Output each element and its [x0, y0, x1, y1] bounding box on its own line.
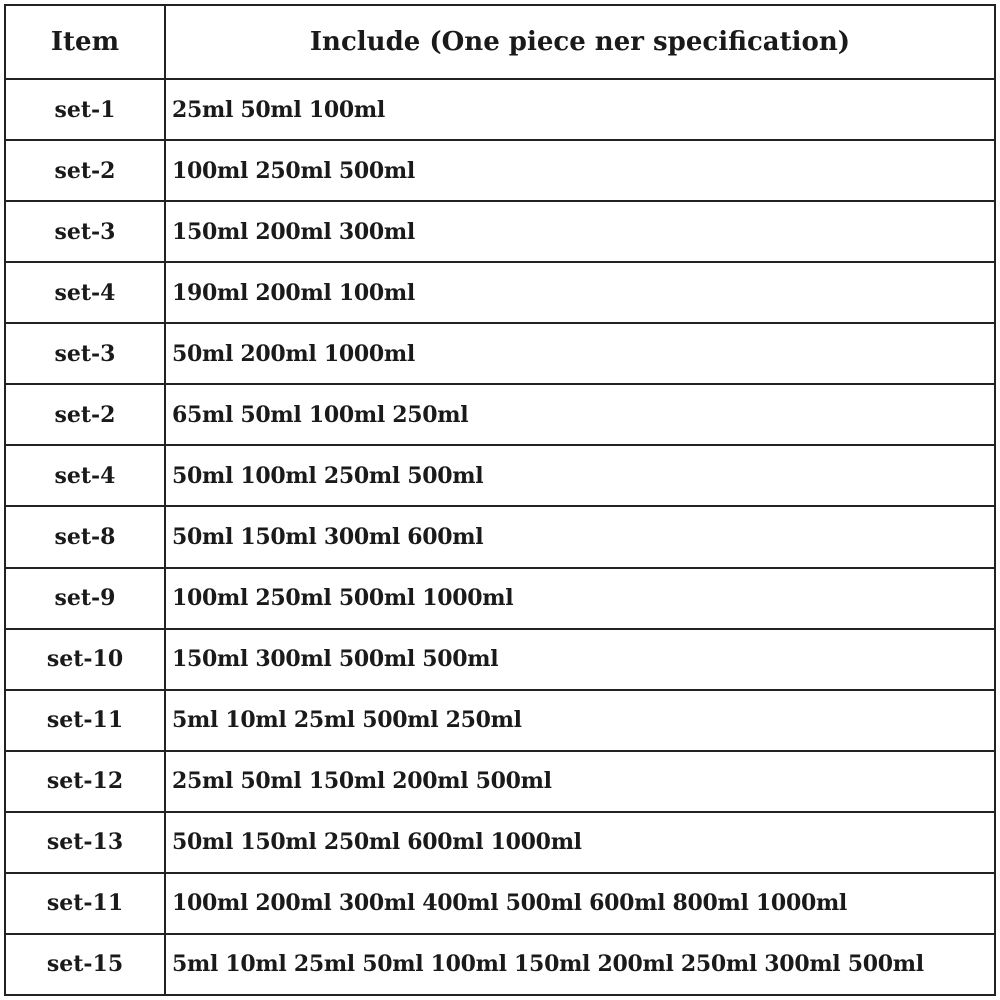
- item-cell: set-2: [5, 140, 165, 201]
- include-cell: 190ml 200ml 100ml: [165, 262, 995, 323]
- table-row: [5, 568, 995, 629]
- item-cell: set-11: [5, 873, 165, 934]
- include-cell: 50ml 200ml 1000ml: [165, 323, 995, 384]
- include-cell: 100ml 200ml 300ml 400ml 500ml 600ml 800ml 1000ml: [165, 873, 995, 934]
- table-row: [5, 262, 995, 323]
- table-row: [5, 873, 995, 934]
- table-row: [5, 384, 995, 445]
- item-cell: set-8: [5, 506, 165, 567]
- table-row: [5, 445, 995, 506]
- item-cell: set-2: [5, 384, 165, 445]
- header-include: Include (One piece ner specification): [165, 5, 995, 79]
- include-cell: 65ml 50ml 100ml 250ml: [165, 384, 995, 445]
- item-cell: set-13: [5, 812, 165, 873]
- item-cell: set-12: [5, 751, 165, 812]
- item-cell: set-15: [5, 934, 165, 995]
- include-cell: 25ml 50ml 100ml: [165, 79, 995, 140]
- item-cell: set-10: [5, 629, 165, 690]
- item-cell: set-11: [5, 690, 165, 751]
- include-cell: 100ml 250ml 500ml 1000ml: [165, 568, 995, 629]
- include-cell: 100ml 250ml 500ml: [165, 140, 995, 201]
- include-cell: 150ml 200ml 300ml: [165, 201, 995, 262]
- include-cell: 50ml 100ml 250ml 500ml: [165, 445, 995, 506]
- include-cell: 50ml 150ml 250ml 600ml 1000ml: [165, 812, 995, 873]
- table-row: [5, 140, 995, 201]
- include-cell: 150ml 300ml 500ml 500ml: [165, 629, 995, 690]
- item-cell: set-3: [5, 323, 165, 384]
- table-row: [5, 690, 995, 751]
- item-cell: set-4: [5, 262, 165, 323]
- table-row: [5, 323, 995, 384]
- table-row: [5, 751, 995, 812]
- item-cell: set-1: [5, 79, 165, 140]
- include-cell: 25ml 50ml 150ml 200ml 500ml: [165, 751, 995, 812]
- table-row: [5, 506, 995, 567]
- item-cell: set-4: [5, 445, 165, 506]
- item-cell: set-3: [5, 201, 165, 262]
- table-row: [5, 629, 995, 690]
- header-item: Item: [5, 5, 165, 79]
- item-cell: set-9: [5, 568, 165, 629]
- include-cell: 50ml 150ml 300ml 600ml: [165, 506, 995, 567]
- specification-table: [4, 4, 996, 996]
- table-row: [5, 934, 995, 995]
- include-cell: 5ml 10ml 25ml 50ml 100ml 150ml 200ml 250ml 300ml 500ml: [165, 934, 995, 995]
- table-row: [5, 812, 995, 873]
- table-header-row: [5, 5, 995, 79]
- table-row: [5, 201, 995, 262]
- include-cell: 5ml 10ml 25ml 500ml 250ml: [165, 690, 995, 751]
- table-row: [5, 79, 995, 140]
